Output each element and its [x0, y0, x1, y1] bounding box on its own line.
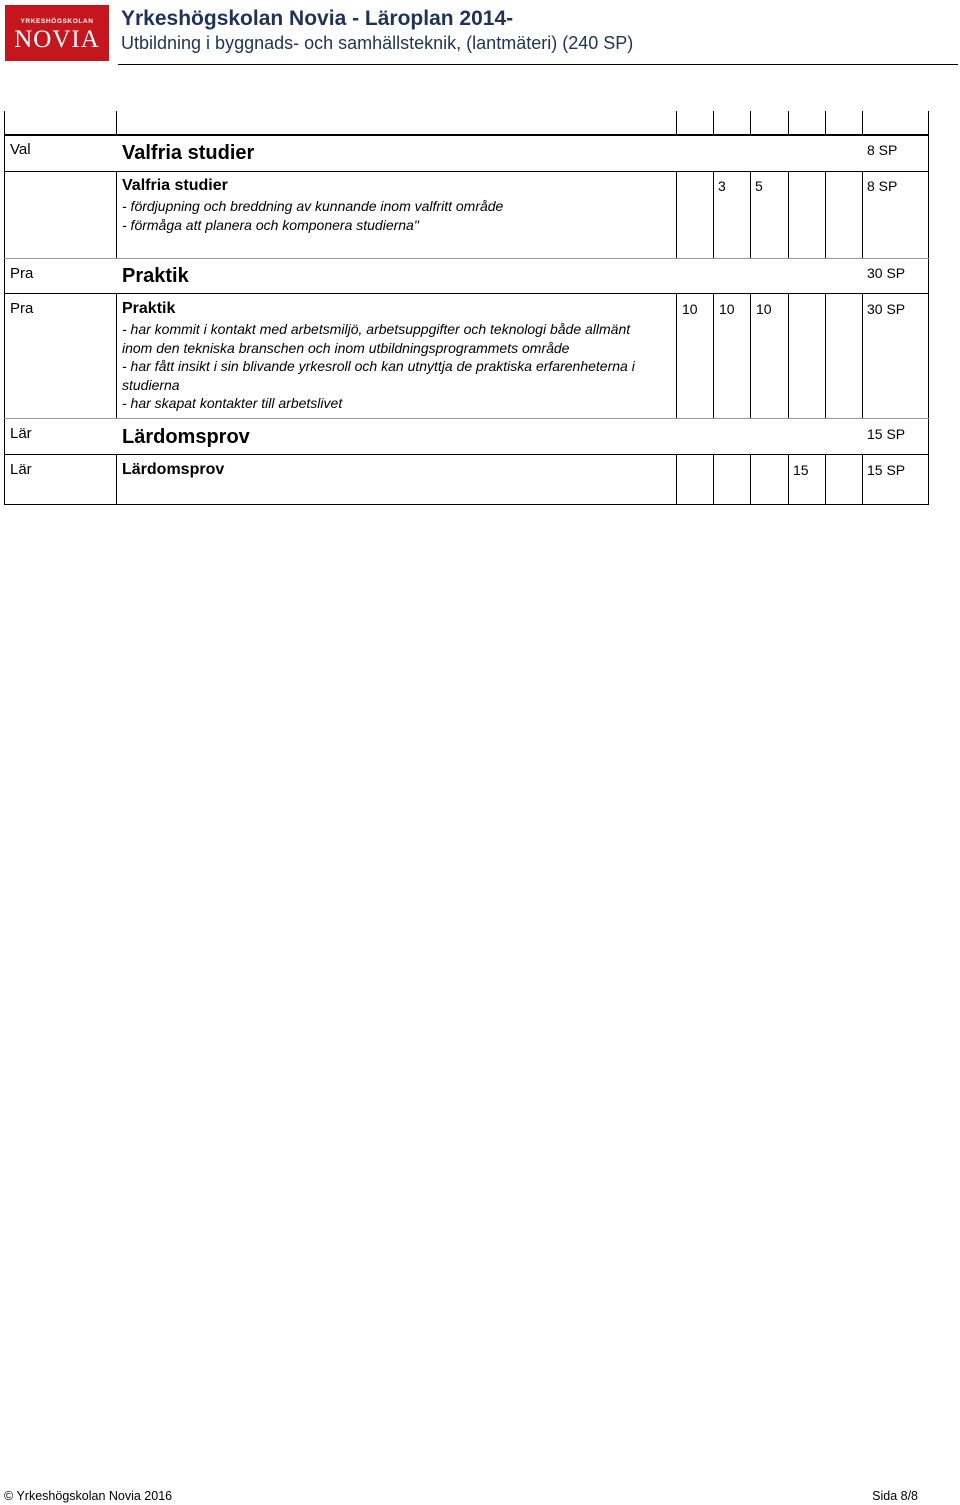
table-col-line	[676, 111, 677, 135]
section-credits-val: 8 SP	[867, 142, 898, 158]
course-title-valfria-studier: Valfria studier	[122, 177, 228, 194]
section-title-valfria-studier: Valfria studier	[122, 142, 255, 164]
footer-page-number: Sida 8/8	[872, 1489, 918, 1503]
table-row-line	[4, 454, 929, 455]
table-col-line	[116, 454, 117, 505]
novia-logo	[5, 5, 109, 61]
table-col-line	[713, 293, 714, 418]
logo-top-text: YRKESHÖGSKOLAN	[20, 18, 94, 25]
table-col-line	[825, 293, 826, 418]
course-credits-lar: 15 SP	[867, 462, 906, 478]
table-col-line	[116, 293, 117, 418]
course-year2-pra: 10	[719, 301, 735, 317]
table-col-line	[825, 454, 826, 505]
logo-main-text: NOVIA	[14, 26, 100, 53]
course-credits-val: 8 SP	[867, 178, 898, 194]
table-col-line	[788, 171, 789, 258]
section-credits-pra: 30 SP	[867, 265, 906, 281]
table-col-line	[676, 293, 677, 418]
table-row-line	[4, 258, 929, 259]
section-code-pra: Pra	[10, 265, 34, 282]
table-col-line	[713, 454, 714, 505]
table-col-line	[116, 111, 117, 135]
table-col-line	[825, 171, 826, 258]
table-col-line	[862, 454, 863, 505]
course-code-lar: Lär	[10, 461, 32, 478]
course-year1-val: 3	[718, 178, 726, 194]
curriculum-table	[4, 111, 929, 505]
course-title-praktik: Praktik	[122, 300, 176, 317]
table-row-line	[4, 134, 929, 136]
table-col-line	[825, 111, 826, 135]
table-row-line	[4, 418, 929, 419]
table-row-line	[4, 293, 929, 294]
course-year4-lar: 15	[793, 462, 809, 478]
table-col-line	[788, 111, 789, 135]
footer-copyright: © Yrkeshögskolan Novia 2016	[4, 1489, 173, 1503]
course-credits-pra: 30 SP	[867, 301, 906, 317]
table-col-line	[862, 293, 863, 418]
document-title: Yrkeshögskolan Novia - Läroplan 2014-	[121, 7, 514, 30]
table-col-line	[750, 293, 751, 418]
table-col-line	[750, 454, 751, 505]
table-col-line	[676, 454, 677, 505]
course-description-valfria-studier: - fördjupning och breddning av kunnande inom valfritt område - förmåga att planera och komponera studierna"	[122, 198, 504, 233]
table-col-line	[750, 171, 751, 258]
table-col-line	[116, 171, 117, 258]
course-title-lardomsprov: Lärdomsprov	[122, 461, 225, 478]
section-title-praktik: Praktik	[122, 265, 189, 287]
section-code-lar: Lär	[10, 425, 32, 442]
section-credits-lar: 15 SP	[867, 426, 906, 442]
course-description-praktik: - har kommit i kontakt med arbetsmiljö, arbetsuppgifter och teknologi både allmänt inom den tekniska branschen och inom utbildningsprogrammets område - har fått insikt i sin blivande yrkesroll och kan utnyttja de praktiska erfarenheterna i studierna - har skapat kontakter till arbetslivet	[122, 321, 635, 411]
course-code-pra: Pra	[10, 300, 34, 317]
table-col-line	[862, 111, 863, 135]
section-title-lardomsprov: Lärdomsprov	[122, 426, 250, 448]
table-col-line	[750, 111, 751, 135]
course-year1-pra: 10	[682, 301, 698, 317]
table-col-line	[788, 454, 789, 505]
table-row-line	[4, 171, 929, 172]
table-col-line	[676, 171, 677, 258]
table-bottom-line	[4, 504, 929, 505]
course-year2-val: 5	[755, 178, 763, 194]
table-col-line	[713, 111, 714, 135]
header-divider	[118, 64, 958, 65]
document-subtitle: Utbildning i byggnads- och samhällsteknik, (lantmäteri) (240 SP)	[121, 33, 634, 53]
course-year3-pra: 10	[756, 301, 772, 317]
table-col-line	[862, 171, 863, 258]
table-col-line	[713, 171, 714, 258]
table-col-line	[788, 293, 789, 418]
section-code-val: Val	[10, 141, 31, 158]
